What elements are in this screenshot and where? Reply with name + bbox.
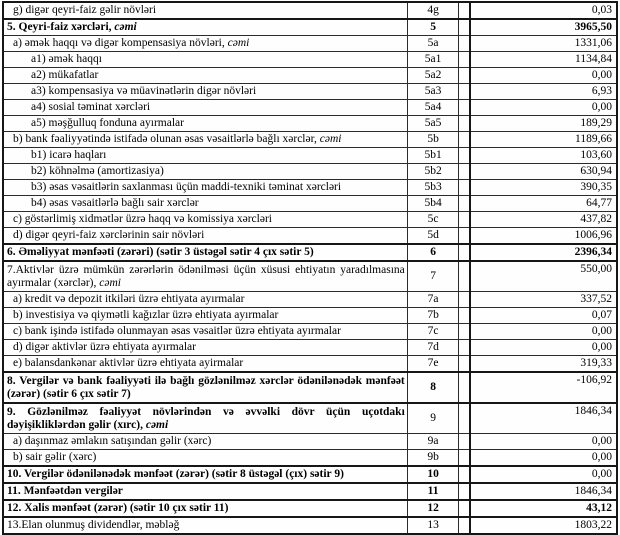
row-code: 5c [407,212,459,228]
row-code: 7e [407,356,459,373]
row-label: b) sair gəlir (xərc) [3,450,407,467]
table-row [3,68,617,84]
table-row [3,164,617,180]
row-code: 5 [407,19,459,36]
row-code: 4g [407,2,459,19]
column-spacer [459,196,470,212]
table-row [3,340,617,356]
table-row [3,356,617,373]
row-code: 8 [407,372,459,403]
row-code: 9b [407,450,459,467]
table-row [3,148,617,164]
row-label: a) kredit və depozit itkiləri üzrə ehtiyata ayırmalar [3,292,407,308]
table-row [3,308,617,324]
row-label-emphasis: cəmi [319,133,342,146]
row-label: b4) əsas vəsaitlərlə bağlı sair xərclər [3,196,407,212]
column-spacer [459,68,470,84]
row-value: -106,92 [470,372,617,403]
table-row [3,2,617,19]
row-value: 1846,34 [470,483,617,500]
row-value: 1134,84 [470,52,617,68]
row-code: 5a [407,36,459,52]
table-row [3,517,617,534]
row-value: 0,00 [470,340,617,356]
table-row [3,100,617,116]
row-code: 5d [407,228,459,245]
column-spacer [459,434,470,450]
row-value: 550,00 [470,261,617,292]
column-spacer [459,261,470,292]
row-value: 1331,06 [470,36,617,52]
row-label: a1) əmək haqqı [3,52,407,68]
row-code: 9a [407,434,459,450]
row-label-emphasis: cəmi [114,21,137,34]
row-value: 0,00 [470,434,617,450]
row-label: 8. Vergilər və bank fəaliyyəti ilə bağlı gözlənilməz xərclər ödənilənədək mənfəət (zərər) (sətir 6 çıx sətir 7) [3,372,407,403]
column-spacer [459,372,470,403]
row-code: 5a2 [407,68,459,84]
row-value: 6,93 [470,84,617,100]
row-value: 1846,34 [470,403,617,434]
row-code: 6 [407,244,459,261]
row-label: 7.Aktivlər üzrə mümkün zərərlərin ödənilməsi üçün xüsusi ehtiyatın yaradılmasına ayırmalar (xərclər), cəmi [3,261,407,292]
row-code: 5a3 [407,84,459,100]
table-row [3,52,617,68]
table-row [3,261,617,292]
row-label: b2) köhnəlmə (amortizasiya) [3,164,407,180]
column-spacer [459,450,470,467]
column-spacer [459,292,470,308]
table-row [3,36,617,52]
row-value: 64,77 [470,196,617,212]
table-row [3,244,617,261]
column-spacer [459,116,470,132]
row-value: 103,60 [470,148,617,164]
row-value: 0,00 [470,100,617,116]
row-code: 5b1 [407,148,459,164]
row-label: a) əmək haqqı və digər kompensasiya növləri, cəmi [3,36,407,52]
column-spacer [459,19,470,36]
row-value: 0,03 [470,2,617,19]
column-spacer [459,340,470,356]
row-label: a5) məşğulluq fonduna ayırmalar [3,116,407,132]
row-code: 13 [407,517,459,534]
row-label: g) digər qeyri-faiz gəlir növləri [3,2,407,19]
table-row [3,434,617,450]
report-table-body [3,2,617,534]
table-row [3,403,617,434]
row-value: 0,00 [470,466,617,483]
row-code: 11 [407,483,459,500]
table-row [3,84,617,100]
row-code: 7d [407,340,459,356]
column-spacer [459,212,470,228]
row-code: 5b3 [407,180,459,196]
row-label: a2) mükafatlar [3,68,407,84]
row-value: 0,00 [470,68,617,84]
row-code: 9 [407,403,459,434]
column-spacer [459,324,470,340]
table-row [3,132,617,148]
table-row [3,228,617,245]
column-spacer [459,148,470,164]
column-spacer [459,517,470,534]
row-label: d) digər qeyri-faiz xərclərinin sair növləri [3,228,407,245]
table-row [3,500,617,517]
row-value: 319,33 [470,356,617,373]
table-row [3,180,617,196]
row-value: 2396,34 [470,244,617,261]
row-code: 7c [407,324,459,340]
row-label: c) bank işində istifadə olunmayan əsas vəsaitlər üzrə ehtiyata ayırmalar [3,324,407,340]
row-label: d) digər aktivlər üzrə ehtiyata ayırmalar [3,340,407,356]
financial-report-page [0,1,620,532]
column-spacer [459,36,470,52]
income-statement-table [2,1,618,535]
row-value: 189,29 [470,116,617,132]
row-label: b) investisiya və qiymətli kağızlar üzrə ehtiyata ayırmalar [3,308,407,324]
table-row [3,19,617,36]
row-label: b3) əsas vəsaitlərin saxlanması üçün maddi-texniki təminat xərcləri [3,180,407,196]
table-row [3,324,617,340]
row-code: 12 [407,500,459,517]
table-row [3,372,617,403]
row-code: 7a [407,292,459,308]
row-value: 390,35 [470,180,617,196]
row-label: e) balansdankənar aktivlər üzrə ehtiyata ayirmalar [3,356,407,373]
row-code: 7b [407,308,459,324]
row-code: 5b2 [407,164,459,180]
row-code: 5a1 [407,52,459,68]
table-row [3,116,617,132]
row-value: 1803,22 [470,517,617,534]
column-spacer [459,244,470,261]
column-spacer [459,308,470,324]
row-value: 1006,96 [470,228,617,245]
row-value: 3965,50 [470,19,617,36]
column-spacer [459,228,470,245]
column-spacer [459,164,470,180]
row-value: 0,00 [470,324,617,340]
row-label: a) daşınmaz əmlakın satışından gəlir (xərc) [3,434,407,450]
row-value: 437,82 [470,212,617,228]
row-code: 5a5 [407,116,459,132]
row-label-emphasis: cəmi [99,276,121,289]
row-label: 12. Xalis mənfəət (zərər) (sətir 10 çıx sətir 11) [3,500,407,517]
row-label: 5. Qeyri-faiz xərcləri, cəmi [3,19,407,36]
table-row [3,292,617,308]
row-code: 5b4 [407,196,459,212]
row-label: b1) icarə haqları [3,148,407,164]
column-spacer [459,100,470,116]
row-label: 6. Əməliyyat mənfəəti (zərəri) (sətir 3 üstəgəl sətir 4 çıx sətir 5) [3,244,407,261]
table-row [3,212,617,228]
row-code: 7 [407,261,459,292]
column-spacer [459,403,470,434]
row-label: 9. Gözlənilməz fəaliyyət növlərindən və əvvəlki dövr üçün uçotdakı dəyişikliklərdən gəlir (xırc), cəmi [3,403,407,434]
row-label: 11. Mənfəətdən vergilər [3,483,407,500]
row-label: 13.Elan olunmuş dividendlər, məbləğ [3,517,407,534]
row-label: a3) kompensasiya və müavinətlərin digər növləri [3,84,407,100]
row-code: 5a4 [407,100,459,116]
column-spacer [459,180,470,196]
row-label-emphasis: cəmi [227,37,250,50]
column-spacer [459,2,470,19]
column-spacer [459,356,470,373]
row-label: b) bank fəaliyyətində istifadə olunan əsas vəsaitlərlə bağlı xərclər, cəmi [3,132,407,148]
row-value: 0,07 [470,308,617,324]
row-value: 337,52 [470,292,617,308]
table-row [3,196,617,212]
row-label: 10. Vergilər ödənilənədək mənfəət (zərər) (sətir 8 üstəgəl (çıx) sətir 9) [3,466,407,483]
row-value: 0,00 [470,450,617,467]
column-spacer [459,132,470,148]
column-spacer [459,466,470,483]
column-spacer [459,500,470,517]
row-value: 1189,66 [470,132,617,148]
table-row [3,483,617,500]
column-spacer [459,52,470,68]
table-row [3,466,617,483]
row-label-emphasis: cəmi [145,418,169,431]
row-value: 43,12 [470,500,617,517]
row-label: c) göstərlimiş xidmətlər üzrə haqq və komissiya xərcləri [3,212,407,228]
table-row [3,450,617,467]
column-spacer [459,483,470,500]
row-label: a4) sosial təminat xərcləri [3,100,407,116]
column-spacer [459,84,470,100]
row-value: 630,94 [470,164,617,180]
row-code: 5b [407,132,459,148]
row-code: 10 [407,466,459,483]
